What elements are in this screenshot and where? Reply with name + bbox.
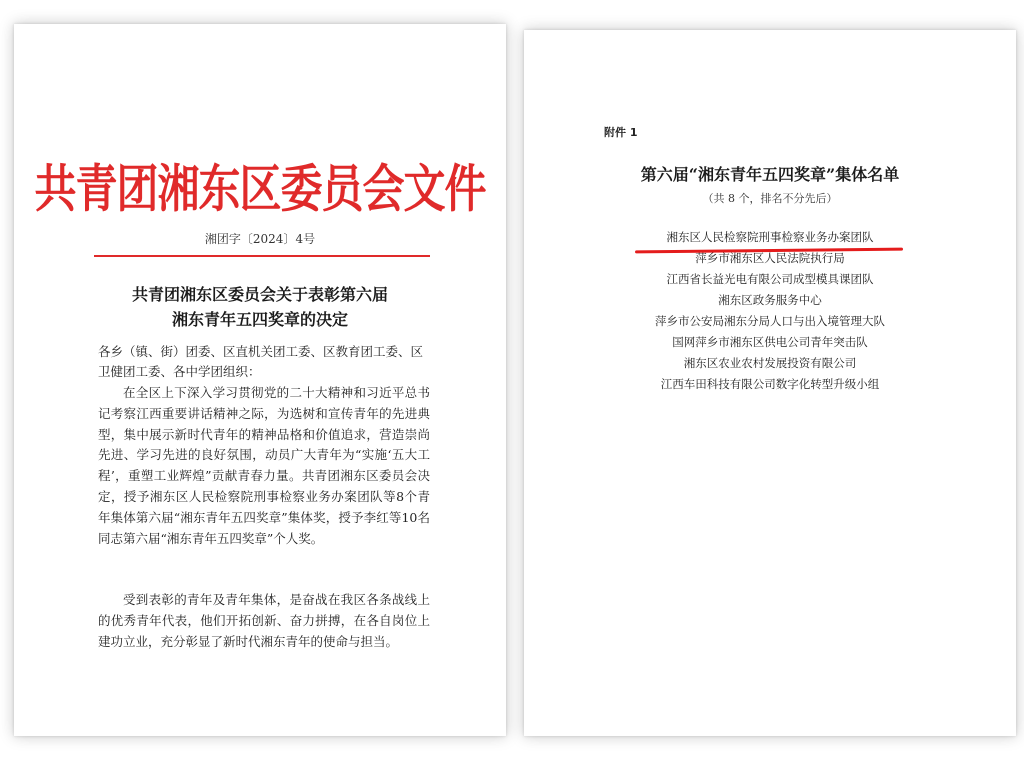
- list-item: 湘东区农业农村发展投资有限公司: [683, 356, 857, 370]
- document-number: 湘团字〔2024〕4号: [204, 232, 316, 246]
- list-item: 江西省长益光电有限公司成型模具课团队: [666, 272, 874, 286]
- document-page-decision: [14, 24, 506, 736]
- collective-list: [524, 227, 1016, 395]
- list-item: 江西车田科技有限公司数字化转型升级小组: [660, 377, 880, 391]
- body-paragraph-2: 受到表彰的青年及青年集体，是奋战在我区各条战线上的优秀青年代表，他们开拓创新、奋力拼搏，在各自岗位上建功立业，充分彰显了新时代湘东青年的使命与担当。: [98, 592, 430, 649]
- decision-title-line-2: 湘东青年五四奖章的决定: [171, 310, 348, 329]
- attachment-label: 附件 1: [604, 126, 638, 139]
- list-item: 国网萍乡市湘东区供电公司青年突击队: [672, 335, 868, 349]
- salutation: 各乡（镇、街）团委、区直机关团工委、区教育团工委、区卫健团工委、各中学团组织：: [98, 344, 424, 379]
- list-subtitle: （共 8 个，排名不分先后）: [702, 192, 838, 205]
- decision-title: [14, 282, 506, 332]
- document-header-title: 共青团湘东区委员会文件: [34, 159, 486, 219]
- header-divider-line: [94, 255, 430, 257]
- list-item: 萍乡市湘东区人民法院执行局: [695, 251, 845, 265]
- decision-title-line-1: 共青团湘东区委员会关于表彰第六届: [131, 285, 388, 304]
- list-item: 湘东区人民检察院刑事检察业务办案团队: [666, 230, 874, 244]
- list-item: 萍乡市公安局湘东分局人口与出入境管理大队: [655, 314, 885, 328]
- body-paragraph-1: 在全区上下深入学习贯彻党的二十大精神和习近平总书记考察江西重要讲话精神之际，为选树和宣传青年的先进典型，集中展示新时代青年的精神品格和价值追求，营造崇尚先进、学习先进的良好氛围，动员广大青年为“实施‘五大工程’，重塑工业辉煌”贡献青春力量。共青团湘东区委员会决定，授予湘东区人民检察院刑事检察业务办案团队等8个青年集体第六届“湘东青年五四奖章”集体奖，授予李红等10名同志第六届“湘东青年五四奖章”个人奖。: [98, 385, 430, 546]
- list-item: 湘东区政务服务中心: [718, 293, 822, 307]
- document-page-attachment: [524, 30, 1016, 736]
- list-title: 第六届“湘东青年五四奖章”集体名单: [640, 165, 900, 184]
